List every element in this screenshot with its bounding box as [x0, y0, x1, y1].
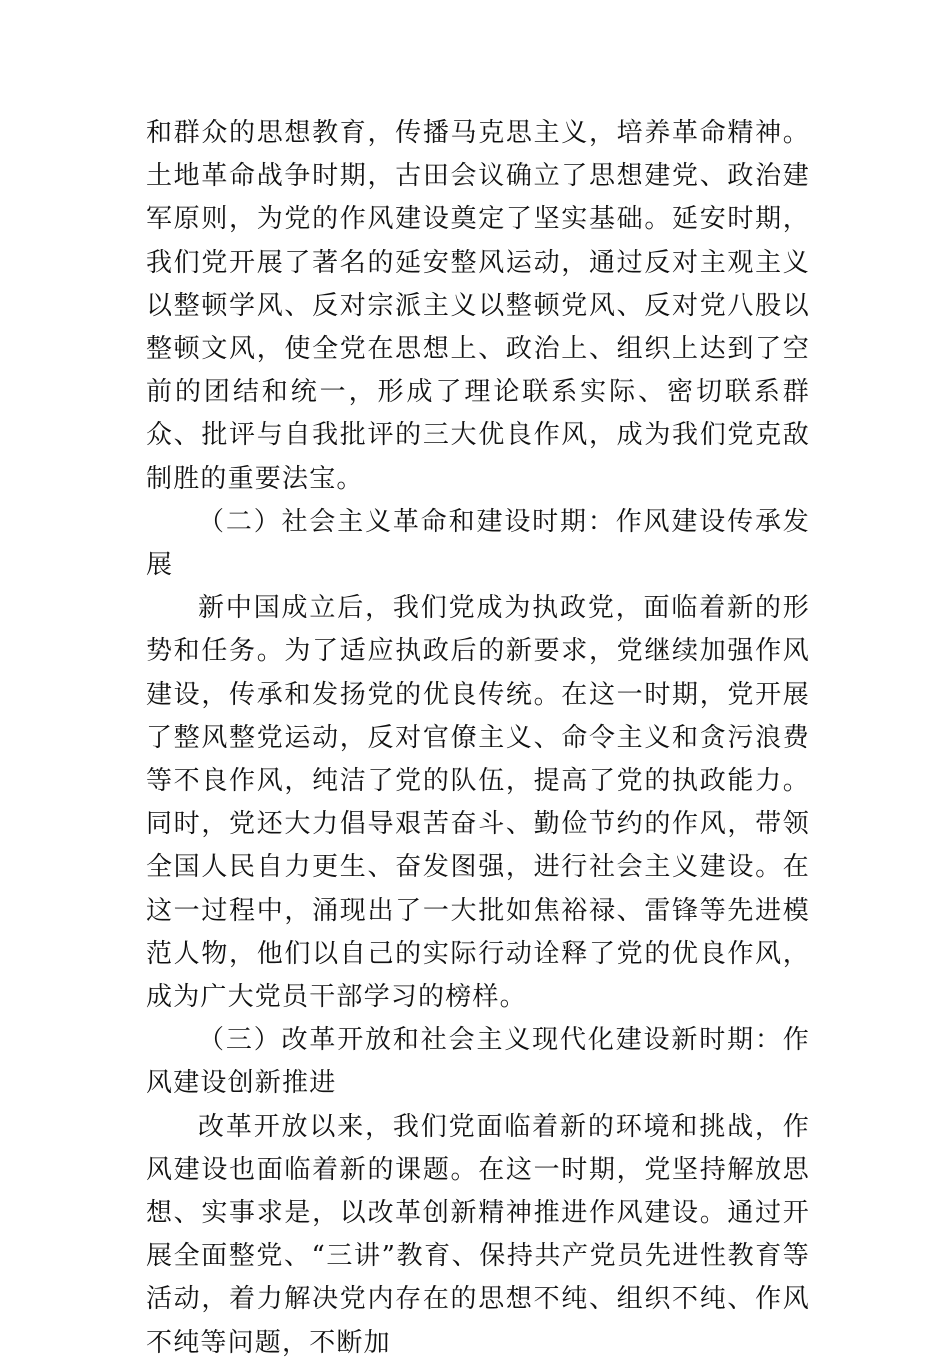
document-body [146, 112, 810, 1365]
section-heading-2: （二）社会主义革命和建设时期：作风建设传承发展 [146, 506, 810, 581]
body-paragraph-continued: 和群众的思想教育，传播马克思主义，培养革命精神。土地革命战争时期，古田会议确立了思想建党、政治建军原则，为党的作风建设奠定了坚实基础。延安时期，我们党开展了著名的延安整风运动，通过反对主观主义以整顿学风、反对宗派主义以整顿党风、反对党八股以整顿文风，使全党在思想上、政治上、组织上达到了空前的团结和统一，形成了理论联系实际、密切联系群众、批评与自我批评的三大优良作风，成为我们党克敌制胜的重要法宝。 [146, 118, 810, 494]
section-heading-3: （三）改革开放和社会主义现代化建设新时期：作风建设创新推进 [146, 1025, 810, 1099]
body-paragraph: 改革开放以来，我们党面临着新的环境和挑战，作风建设也面临着新的课题。在这一时期，党坚持解放思想、实事求是，以改革创新精神推进作风建设。通过开展全面整党、“三讲”教育、保持共产党员先进性教育等活动，着力解决党内存在的思想不纯、组织不纯、作风不纯等问题，不断加 [146, 1111, 810, 1358]
body-paragraph: 新中国成立后，我们党成为执政党，面临着新的形势和任务。为了适应执政后的新要求，党继续加强作风建设，传承和发扬党的优良传统。在这一时期，党开展了整风整党运动，反对官僚主义、命令主义和贪污浪费等不良作风，纯洁了党的队伍，提高了党的执政能力。同时，党还大力倡导艰苦奋斗、勤俭节约的作风，带领全国人民自力更生、奋发图强，进行社会主义建设。在这一过程中，涌现出了一大批如焦裕禄、雷锋等先进模范人物，他们以自己的实际行动诠释了党的优良作风，成为广大党员干部学习的榜样。 [146, 593, 810, 1013]
